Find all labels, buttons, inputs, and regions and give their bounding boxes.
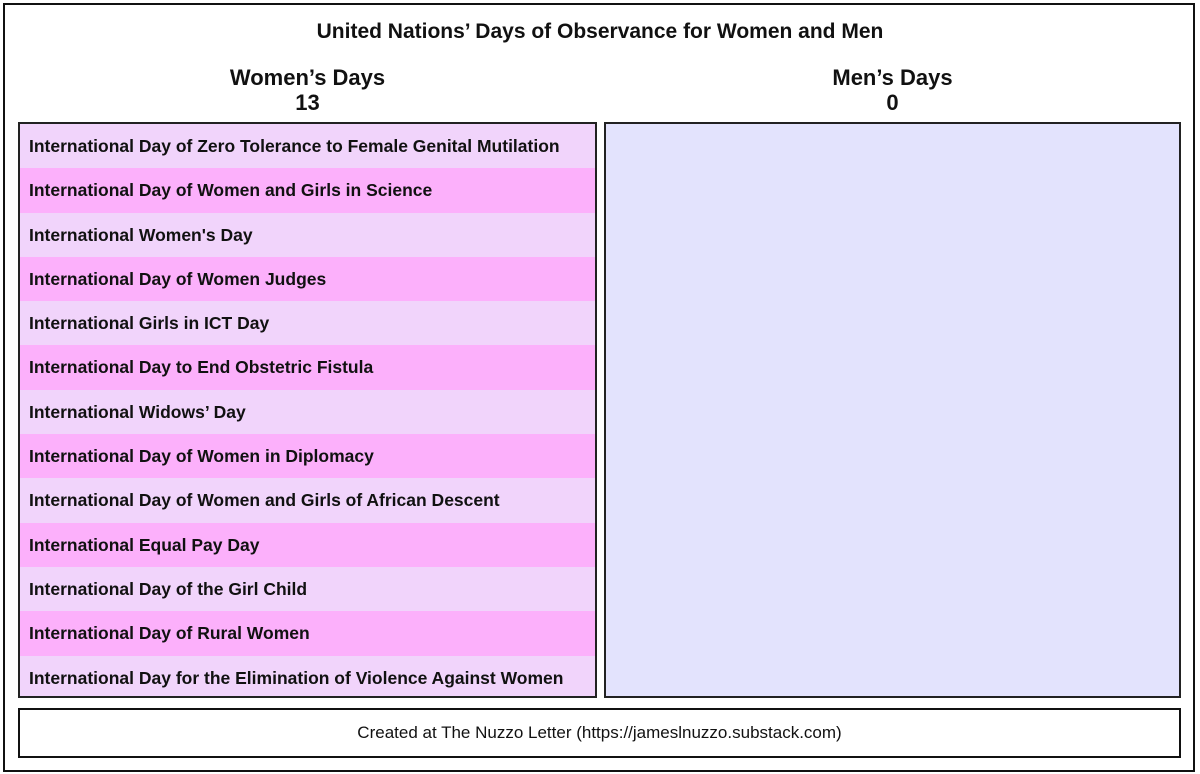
womens-day-item: International Day of Women and Girls in Science: [20, 168, 595, 212]
footer-credit: Created at The Nuzzo Letter (https://jameslnuzzo.substack.com): [18, 708, 1181, 758]
womens-day-item: International Day of Rural Women: [20, 611, 595, 655]
womens-day-item: International Day to End Obstetric Fistula: [20, 345, 595, 389]
womens-day-item: International Day of Women and Girls of African Descent: [20, 478, 595, 522]
mens-days-header: [604, 65, 1181, 115]
womens-day-item: International Women's Day: [20, 213, 595, 257]
womens-days-list: [18, 122, 597, 698]
mens-days-list: [604, 122, 1181, 698]
womens-day-item: International Girls in ICT Day: [20, 301, 595, 345]
womens-day-item: International Day of Zero Tolerance to Female Genital Mutilation: [20, 124, 595, 168]
womens-day-item: International Day of the Girl Child: [20, 567, 595, 611]
womens-day-item: International Widows’ Day: [20, 390, 595, 434]
mens-days-count: 0: [886, 90, 899, 115]
womens-day-item: International Day of Women in Diplomacy: [20, 434, 595, 478]
mens-days-label: Men’s Days: [832, 65, 953, 90]
womens-days-count: 13: [295, 90, 320, 115]
womens-day-item: International Equal Pay Day: [20, 523, 595, 567]
womens-days-header: [18, 65, 597, 115]
chart-title: United Nations’ Days of Observance for Women and Men: [316, 20, 884, 43]
womens-day-item: International Day for the Elimination of Violence Against Women: [20, 656, 595, 698]
womens-days-label: Women’s Days: [229, 65, 386, 90]
womens-day-item: International Day of Women Judges: [20, 257, 595, 301]
